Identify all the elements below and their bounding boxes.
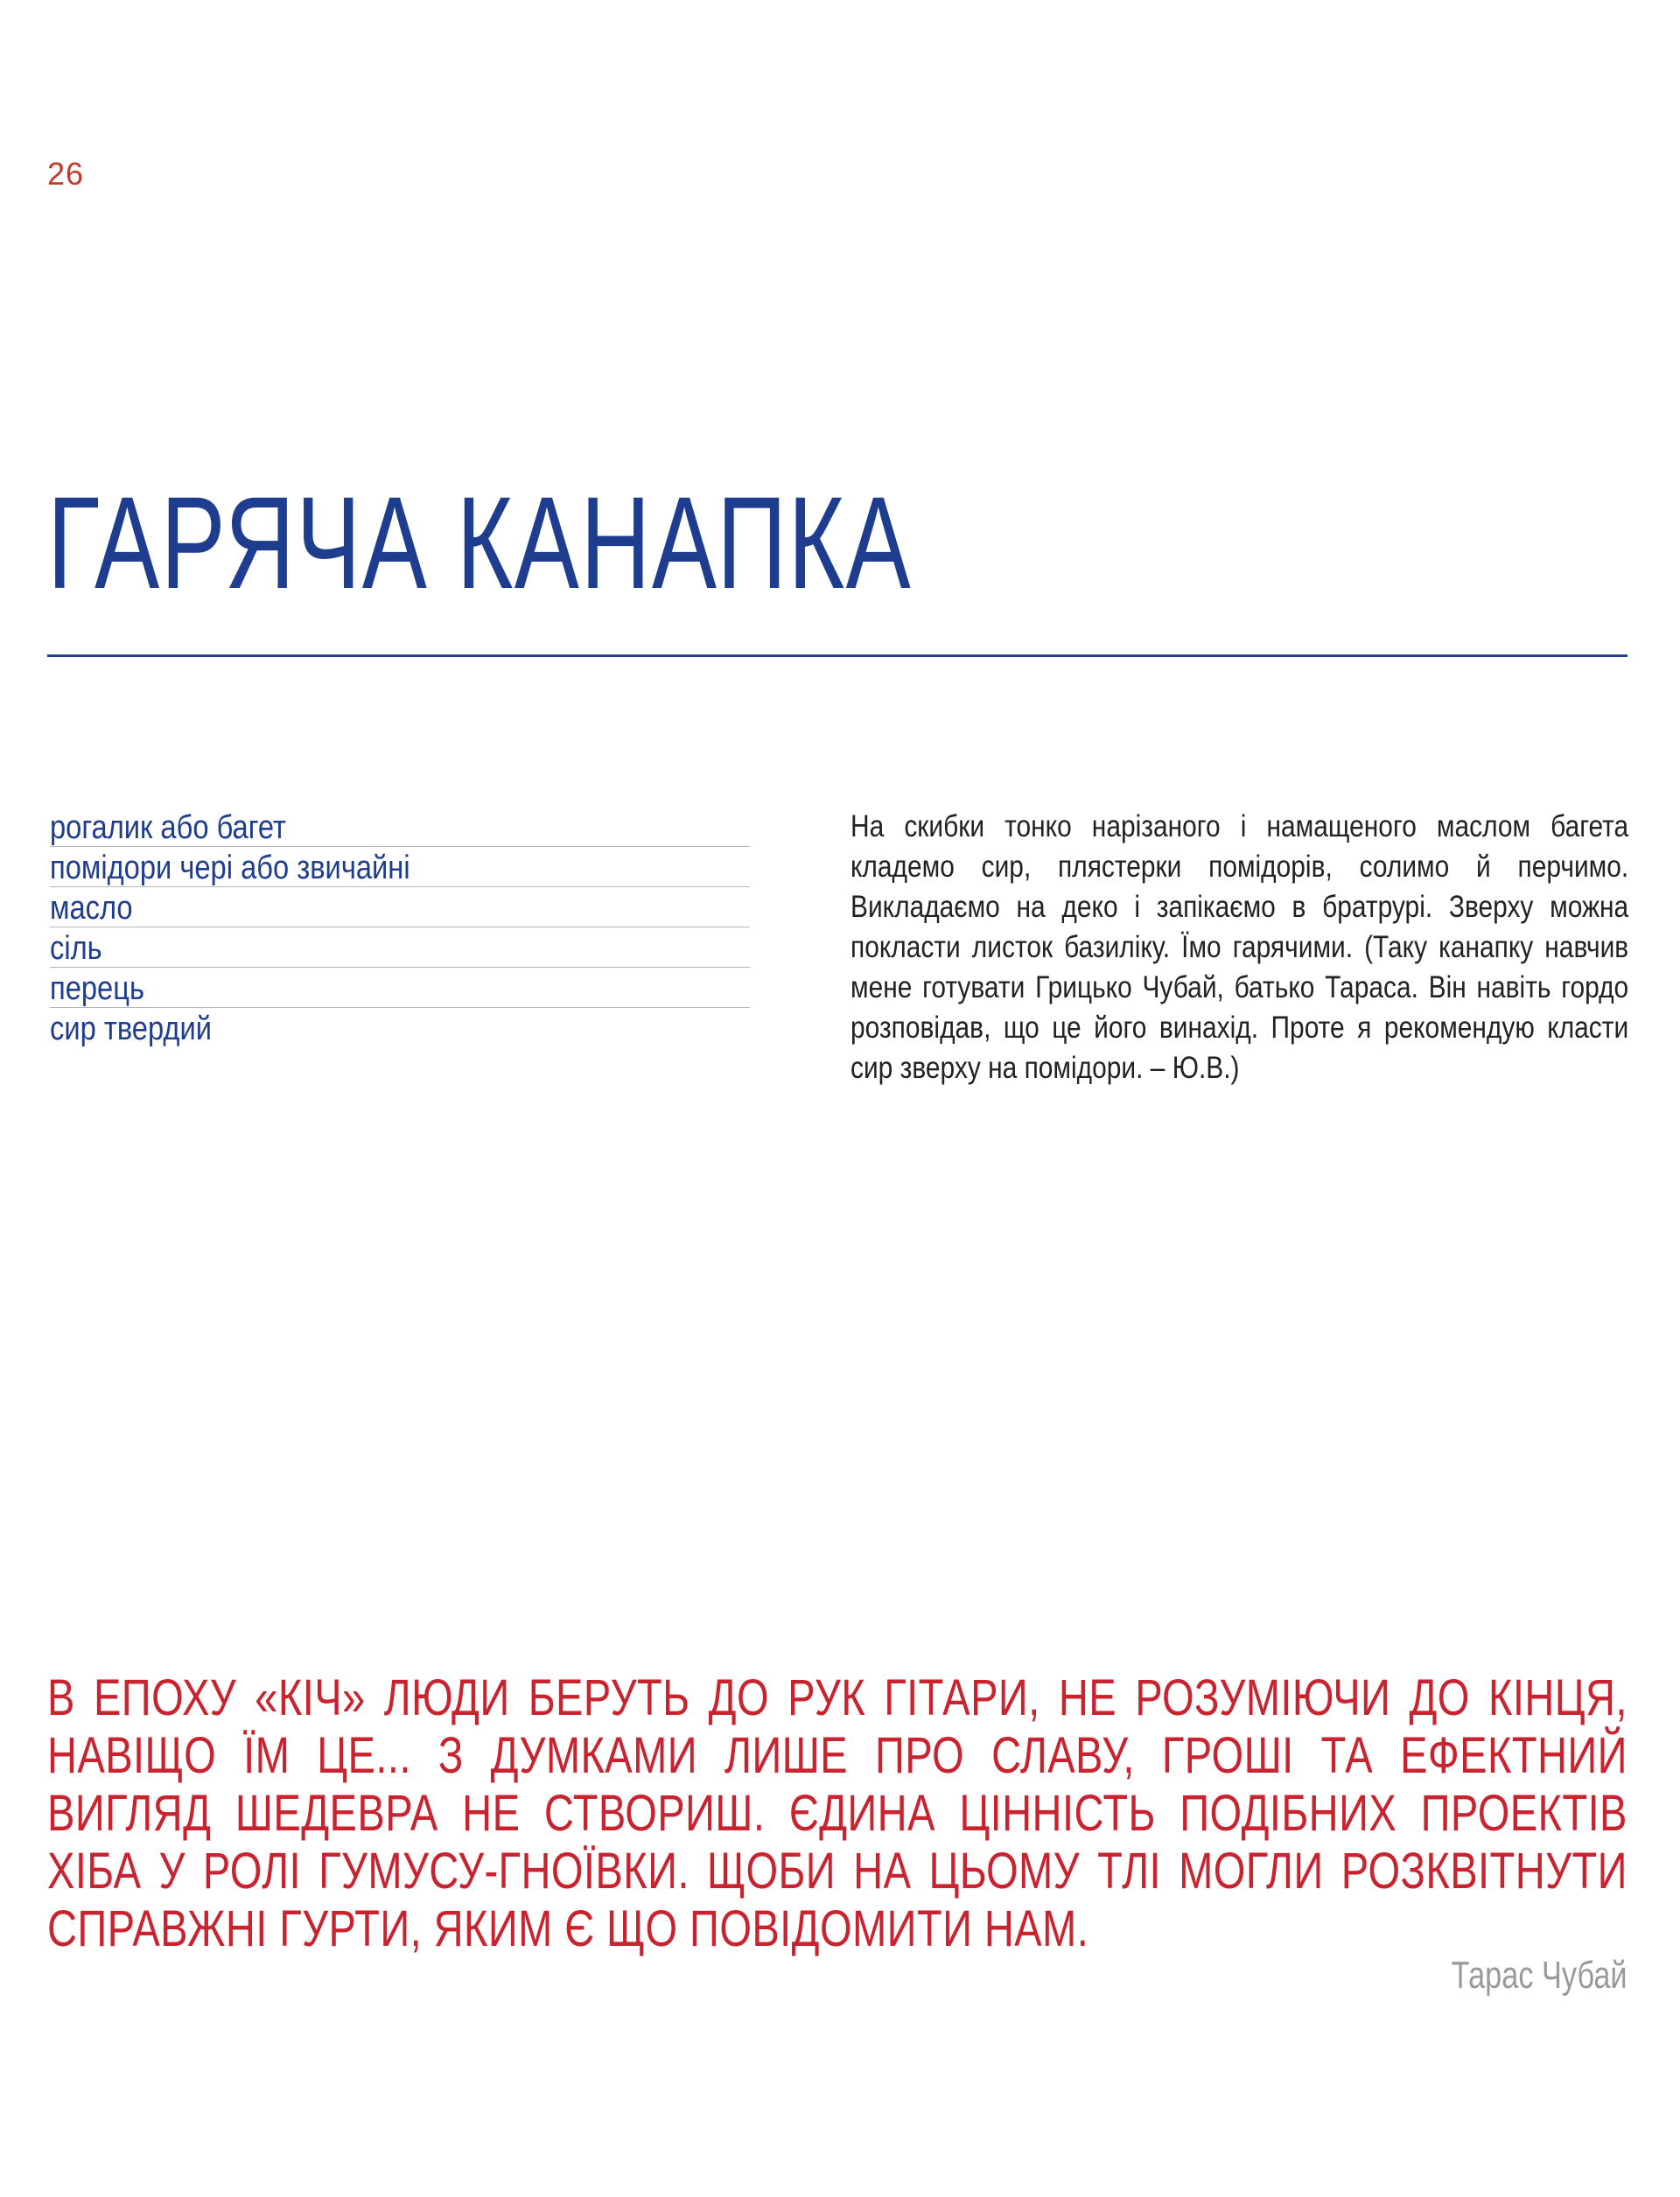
recipe-title: ГАРЯЧА КАНАПКА	[47, 469, 913, 616]
ingredient-label: масло	[50, 890, 133, 927]
ingredient-label: сир твердий	[50, 1011, 212, 1047]
ingredient-item	[50, 887, 750, 927]
ingredient-item	[50, 807, 750, 847]
ingredient-list	[50, 807, 750, 1048]
ingredient-item	[50, 968, 750, 1008]
ingredient-item	[50, 1008, 750, 1048]
ingredient-label: помідори чері або звичайні	[50, 850, 410, 886]
quote-author: Тарас Чубай	[1452, 1954, 1628, 1997]
quote-text: В ЕПОХУ «КІЧ» ЛЮДИ БЕРУТЬ ДО РУК ГІТАРИ, НЕ РОЗУМІЮЧИ ДО КІНЦЯ, НАВІЩО ЇМ ЦЕ... З ДУМКАМИ ЛИШЕ ПРО СЛАВУ, ГРОШІ ТА ЕФЕКТНИЙ ВИГЛЯД ШЕДЕВРА НЕ СТВОРИШ. ЄДИНА ЦІННІСТЬ ПОДІБНИХ ПРОЕКТІВ ХІБА У РОЛІ ГУМУСУ-ГНОЇВКИ. ЩОБИ НА ЦЬОМУ ТЛІ МОГЛИ РОЗКВІТНУТИ СПРАВЖНІ ГУРТИ, ЯКИМ Є ЩО ПОВІДОМИТИ НАМ.	[47, 1669, 1628, 1957]
title-divider	[47, 654, 1628, 657]
recipe-method: На скибки тонко нарізаного і намащеного маслом багета кладемо сир, плястерки помідорів, солимо й перчимо. Викладаємо на деко і запікаємо в братрурі. Зверху можна покласти листок базиліку. Їмо гарячими. (Таку канапку навчив мене готувати Грицько Чубай, батько Тараса. Він навіть гордо розповідав, що це його винахід. Проте я рекомендую класти сир зверху на помідори. – Ю.В.)	[850, 809, 1629, 1085]
ingredient-label: сіль	[50, 930, 102, 967]
ingredient-label: рогалик або багет	[50, 809, 286, 846]
ingredient-item	[50, 847, 750, 887]
ingredient-item	[50, 927, 750, 968]
page-number: 26	[47, 156, 85, 192]
ingredient-label: перець	[50, 970, 144, 1007]
